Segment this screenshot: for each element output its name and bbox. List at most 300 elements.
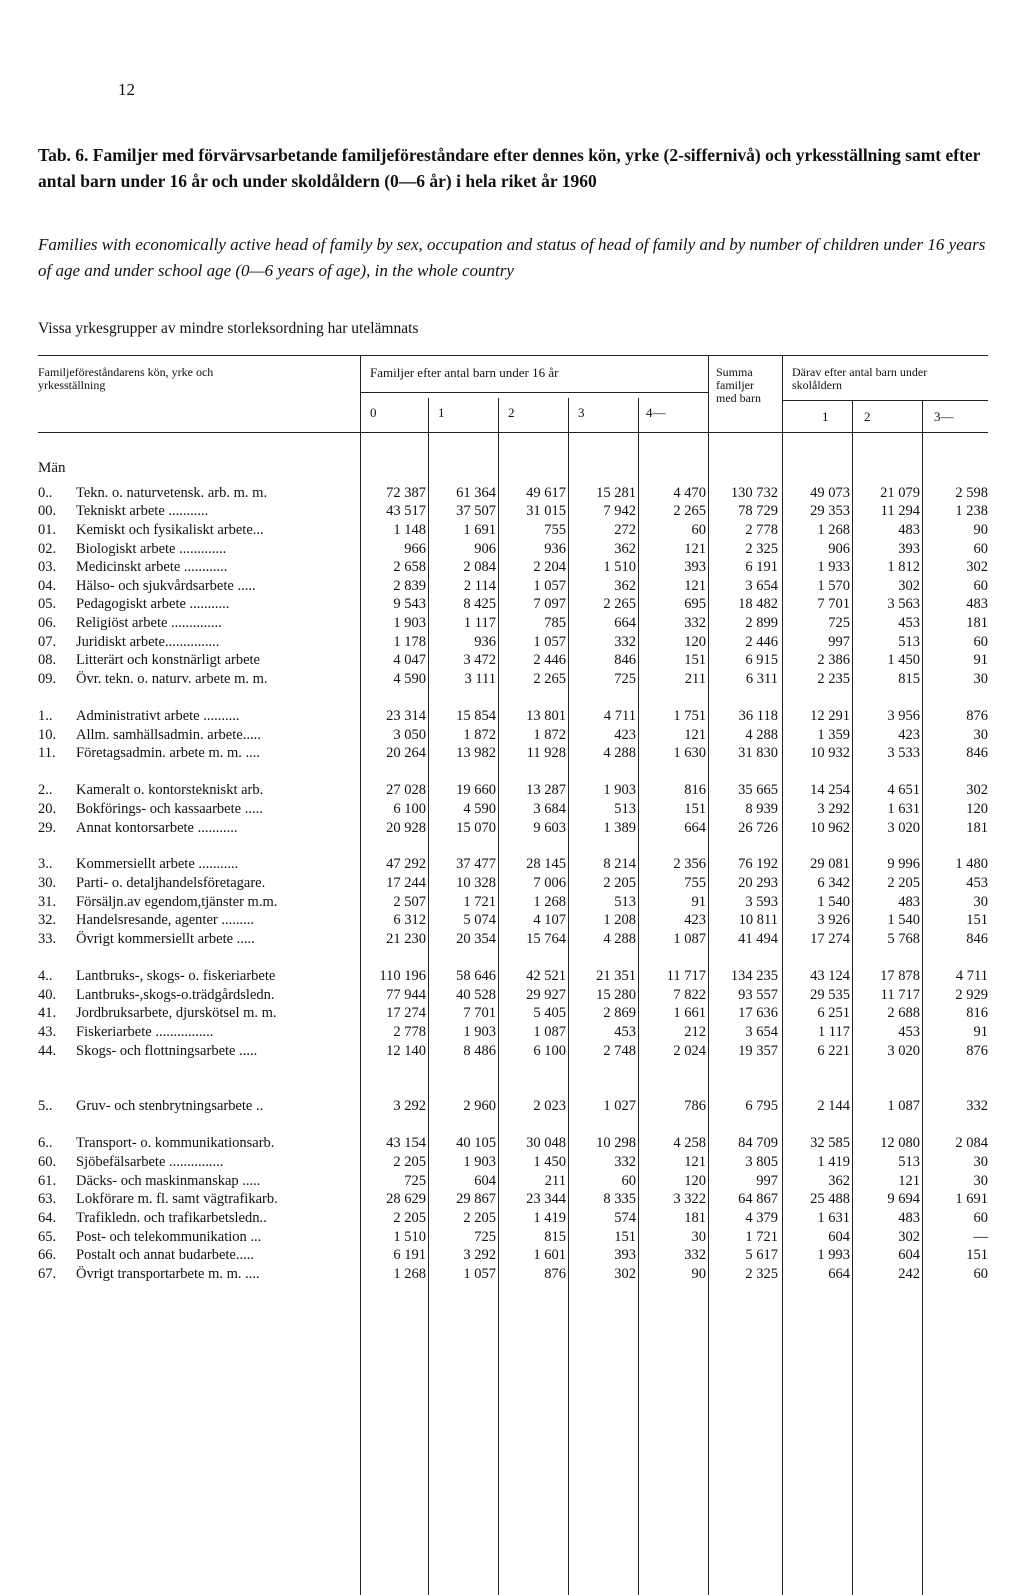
row-value: 936 [544,541,566,557]
row-value: 4 711 [955,968,988,984]
row-code: 20. [38,801,57,817]
row-value: 362 [614,541,636,557]
header-sa-col-2: 2 [864,409,871,424]
row-code: 03. [38,559,57,575]
row-label: Annat kontorsarbete ........... [76,820,238,836]
header-sa-col-1: 1 [822,409,829,424]
row-value: 6 312 [393,912,426,928]
row-code: 01. [38,522,57,538]
row-label: Handelsresande, agenter ......... [76,912,254,928]
row-label: Administrativt arbete .......... [76,708,240,724]
header-group-school-age: Därav efter antal barn under skolåldern [792,365,928,392]
row-value: 30 048 [526,1135,566,1151]
row-value: 7 701 [817,596,850,612]
row-value: 30 [973,671,988,687]
row-label: Biologiskt arbete ............. [76,541,227,557]
table-row [0,578,1024,597]
row-value: 725 [828,615,850,631]
row-code: 29. [38,820,57,836]
table-row [0,652,1024,671]
row-value: 3 292 [817,801,850,817]
row-value: 1 570 [817,578,850,594]
row-value: 134 235 [730,968,778,984]
row-value: 1 721 [463,894,496,910]
row-value: 453 [614,1024,636,1040]
row-label: Bokförings- och kassaarbete ..... [76,801,263,817]
row-value: 1 661 [673,1005,706,1021]
row-value: 483 [898,894,920,910]
row-value: 1 540 [887,912,920,928]
row-value: 2 899 [745,615,778,631]
row-value: 77 944 [386,987,426,1003]
row-value: 43 517 [386,503,426,519]
row-code: 43. [38,1024,57,1040]
row-code: 5.. [38,1098,53,1114]
header-col-4plus: 4— [646,405,666,420]
row-value: 302 [898,578,920,594]
row-value: 31 015 [526,503,566,519]
row-value: 2 024 [673,1043,706,1059]
row-value: 3 020 [887,820,920,836]
row-value: 1 631 [817,1210,850,1226]
row-value: 3 111 [464,671,496,687]
row-value: 906 [828,541,850,557]
row-value: 2 205 [393,1210,426,1226]
row-value: 211 [544,1173,566,1189]
row-value: 7 006 [533,875,566,891]
row-value: 816 [684,782,706,798]
row-value: 9 996 [887,856,920,872]
row-value: 9 543 [393,596,426,612]
row-value: 15 854 [456,708,496,724]
page-number: 12 [118,80,135,99]
row-value: 846 [614,652,636,668]
table-row [0,820,1024,839]
row-value: 4 107 [533,912,566,928]
row-value: 19 660 [456,782,496,798]
row-value: 151 [614,1229,636,1245]
header-group-rule [360,392,708,393]
table-row [0,1173,1024,1192]
row-label: Fiskeriarbete ................ [76,1024,214,1040]
row-code: 2.. [38,782,53,798]
row-value: 1 510 [393,1229,426,1245]
table-row [0,727,1024,746]
row-code: 1.. [38,708,53,724]
table-row [0,745,1024,764]
table-title: Tab. 6. Familjer med förvärvsarbetande familjeföreståndare efter dennes kön, yrke (2-siffernivå) och yrkesställning samt efter antal barn under 16 år och under skoldåldern (0—6 år) i hela riket år 1960 [38,145,981,191]
row-value: 2 265 [603,596,636,612]
row-value: 60 [973,1266,988,1282]
header-bottom-rule [38,432,988,433]
row-label: Pedagogiskt arbete ........... [76,596,230,612]
row-value: 29 081 [810,856,850,872]
row-value: 786 [684,1098,706,1114]
row-label: Juridiskt arbete............... [76,634,220,650]
row-value: 12 080 [880,1135,920,1151]
row-value: 4 047 [393,652,426,668]
row-code: 07. [38,634,57,650]
row-value: 13 801 [526,708,566,724]
row-value: 15 280 [596,987,636,1003]
row-value: 60 [691,522,706,538]
row-value: 12 291 [810,708,850,724]
row-value: 1 057 [533,634,566,650]
row-value: 2 446 [533,652,566,668]
row-value: 1 087 [887,1098,920,1114]
row-value: 966 [404,541,426,557]
row-label: Post- och telekommunikation ... [76,1229,262,1245]
row-value: 212 [684,1024,706,1040]
row-value: 6 342 [817,875,850,891]
row-value: 8 214 [603,856,636,872]
row-label: Tekn. o. naturvetensk. arb. m. m. [76,485,268,501]
row-value: 29 535 [810,987,850,1003]
row-value: 513 [898,1154,920,1170]
row-value: 2 446 [745,634,778,650]
table-row [0,1005,1024,1024]
row-value: 755 [684,875,706,891]
row-code: 66. [38,1247,57,1263]
row-value: 20 293 [738,875,778,891]
row-value: 7 942 [603,503,636,519]
row-value: 4 590 [393,671,426,687]
row-value: 5 405 [533,1005,566,1021]
row-value: 1 872 [463,727,496,743]
row-value: 2 778 [393,1024,426,1040]
row-value: 17 244 [386,875,426,891]
row-code: 4.. [38,968,53,984]
row-value: 664 [614,615,636,631]
row-code: 05. [38,596,57,612]
row-value: 876 [966,1043,988,1059]
row-value: 513 [614,894,636,910]
header-sa-col-3plus: 3— [934,409,954,424]
row-value: 13 287 [526,782,566,798]
row-value: 31 830 [738,745,778,761]
row-value: 906 [474,541,496,557]
row-value: 2 658 [393,559,426,575]
row-value: 2 325 [745,541,778,557]
row-value: 1 450 [887,652,920,668]
row-value: 121 [684,578,706,594]
row-value: 3 533 [887,745,920,761]
row-value: 1 721 [745,1229,778,1245]
row-value: 3 593 [745,894,778,910]
row-value: 2 084 [463,559,496,575]
row-value: 1 993 [817,1247,850,1263]
table-row [0,875,1024,894]
header-stub: Familjeföreståndarens kön, yrke och yrkesställning [38,365,214,392]
row-value: 2 356 [673,856,706,872]
row-value: 725 [614,671,636,687]
row-code: 32. [38,912,57,928]
row-value: 58 646 [456,968,496,984]
row-code: 33. [38,931,57,947]
row-value: 21 351 [596,968,636,984]
row-value: 876 [544,1266,566,1282]
row-value: 3 956 [887,708,920,724]
row-value: 15 764 [526,931,566,947]
row-value: 30 [973,1173,988,1189]
row-value: 11 928 [526,745,566,761]
row-value: 2 114 [463,578,496,594]
row-value: 1 872 [533,727,566,743]
row-value: 1 751 [673,708,706,724]
row-value: 332 [614,1154,636,1170]
row-code: 00. [38,503,57,519]
table-row [0,485,1024,504]
row-code: 02. [38,541,57,557]
row-value: 3 322 [673,1191,706,1207]
row-code: 40. [38,987,57,1003]
row-value: 1 510 [603,559,636,575]
row-code: 3.. [38,856,53,872]
row-value: 4 288 [745,727,778,743]
row-value: 2 960 [463,1098,496,1114]
row-value: 93 557 [738,987,778,1003]
row-code: 63. [38,1191,57,1207]
row-value: 91 [973,652,988,668]
row-label: Kameralt o. kontorstekniskt arb. [76,782,264,798]
table-row [0,671,1024,690]
row-code: 31. [38,894,57,910]
row-label: Allm. samhällsadmin. arbete..... [76,727,261,743]
row-value: 604 [898,1247,920,1263]
row-value: 513 [614,801,636,817]
row-value: 3 926 [817,912,850,928]
row-label: Kemiskt och fysikaliskt arbete... [76,522,264,538]
row-value: 1 903 [463,1154,496,1170]
row-value: 664 [684,820,706,836]
row-value: 302 [898,1229,920,1245]
row-value: 453 [898,615,920,631]
table-row [0,1210,1024,1229]
row-code: 67. [38,1266,57,1282]
row-value: 1 087 [673,931,706,947]
row-label: Litterärt och konstnärligt arbete [76,652,260,668]
row-value: 13 982 [456,745,496,761]
row-label: Tekniskt arbete ........... [76,503,209,519]
row-value: 2 205 [463,1210,496,1226]
row-value: 1 057 [463,1266,496,1282]
row-value: 302 [966,782,988,798]
row-value: — [973,1229,988,1245]
row-value: 1 812 [887,559,920,575]
row-value: 483 [966,596,988,612]
row-value: 2 265 [673,503,706,519]
row-value: 3 805 [745,1154,778,1170]
table-row [0,559,1024,578]
row-value: 302 [614,1266,636,1282]
row-value: 1 027 [603,1098,636,1114]
table-row [0,968,1024,987]
row-value: 1 268 [533,894,566,910]
row-value: 6 795 [745,1098,778,1114]
row-value: 151 [684,801,706,817]
row-value: 3 292 [463,1247,496,1263]
row-value: 36 118 [738,708,778,724]
row-value: 120 [684,634,706,650]
row-value: 9 603 [533,820,566,836]
row-value: 5 617 [745,1247,778,1263]
row-value: 37 507 [456,503,496,519]
row-value: 30 [691,1229,706,1245]
row-code: 44. [38,1043,57,1059]
row-value: 2 205 [887,875,920,891]
row-value: 1 601 [533,1247,566,1263]
row-value: 2 235 [817,671,850,687]
row-value: 6 915 [745,652,778,668]
row-value: 10 298 [596,1135,636,1151]
row-value: 2 205 [603,875,636,891]
row-value: 25 488 [810,1191,850,1207]
row-label: Jordbruksarbete, djurskötsel m. m. [76,1005,277,1021]
row-value: 181 [966,820,988,836]
row-value: 4 590 [463,801,496,817]
row-value: 42 521 [526,968,566,984]
row-value: 3 654 [745,578,778,594]
row-value: 1 178 [393,634,426,650]
row-label: Övrigt transportarbete m. m. .... [76,1266,260,1282]
row-value: 37 477 [456,856,496,872]
row-value: 91 [691,894,706,910]
row-value: 43 154 [386,1135,426,1151]
row-value: 9 694 [887,1191,920,1207]
row-value: 1 087 [533,1024,566,1040]
row-label: Företagsadmin. arbete m. m. .... [76,745,261,761]
row-value: 332 [614,634,636,650]
row-value: 604 [474,1173,496,1189]
row-value: 664 [828,1266,850,1282]
row-value: 2 023 [533,1098,566,1114]
row-value: 3 020 [887,1043,920,1059]
row-value: 120 [684,1173,706,1189]
row-label: Postalt och annat budarbete..... [76,1247,254,1263]
row-value: 815 [544,1229,566,1245]
row-value: 1 903 [603,782,636,798]
row-value: 3 472 [463,652,496,668]
table-row [0,596,1024,615]
row-code: 04. [38,578,57,594]
row-value: 29 867 [456,1191,496,1207]
row-label: Däcks- och maskinmanskap ..... [76,1173,261,1189]
row-value: 1 057 [533,578,566,594]
row-value: 28 629 [386,1191,426,1207]
row-value: 17 274 [386,1005,426,1021]
row-value: 3 654 [745,1024,778,1040]
row-value: 513 [898,634,920,650]
row-value: 695 [684,596,706,612]
row-value: 362 [614,578,636,594]
row-value: 23 314 [386,708,426,724]
row-value: 1 691 [463,522,496,538]
row-value: 2 929 [955,987,988,1003]
row-code: 06. [38,615,57,631]
row-value: 84 709 [738,1135,778,1151]
table-row [0,856,1024,875]
row-value: 60 [621,1173,636,1189]
row-code: 0.. [38,485,53,501]
row-value: 18 482 [738,596,778,612]
row-value: 10 811 [738,912,778,928]
row-value: 3 563 [887,596,920,612]
row-value: 11 717 [666,968,706,984]
row-value: 5 768 [887,931,920,947]
row-value: 362 [828,1173,850,1189]
row-code: 10. [38,727,57,743]
row-value: 121 [684,541,706,557]
row-value: 1 933 [817,559,850,575]
row-value: 997 [828,634,850,650]
row-value: 3 684 [533,801,566,817]
row-code: 11. [38,745,56,761]
row-value: 21 079 [880,485,920,501]
row-code: 65. [38,1229,57,1245]
row-value: 1 238 [955,503,988,519]
row-value: 29 927 [526,987,566,1003]
row-value: 15 281 [596,485,636,501]
table-row [0,541,1024,560]
row-value: 17 636 [738,1005,778,1021]
row-value: 60 [973,541,988,557]
row-value: 846 [966,931,988,947]
row-value: 23 344 [526,1191,566,1207]
row-value: 4 288 [603,745,636,761]
row-value: 2 688 [887,1005,920,1021]
table-row [0,1135,1024,1154]
header-col-0: 0 [370,405,377,420]
table-row [0,1154,1024,1173]
row-value: 2 507 [393,894,426,910]
row-value: 41 494 [738,931,778,947]
row-value: 43 124 [810,968,850,984]
row-value: 19 357 [738,1043,778,1059]
table-row [0,894,1024,913]
row-value: 27 028 [386,782,426,798]
row-value: 332 [684,615,706,631]
row-value: 35 665 [738,782,778,798]
row-value: 725 [474,1229,496,1245]
row-label: Trafikledn. och trafikarbetsledn.. [76,1210,267,1226]
row-value: 1 268 [817,522,850,538]
table-row [0,615,1024,634]
row-code: 6.. [38,1135,53,1151]
row-value: 1 903 [463,1024,496,1040]
row-value: 785 [544,615,566,631]
row-label: Lantbruks-, skogs- o. fiskeriarbete [76,968,276,984]
table-row [0,1266,1024,1285]
row-value: 2 778 [745,522,778,538]
row-value: 60 [973,578,988,594]
row-value: 90 [973,522,988,538]
row-value: 60 [973,634,988,650]
row-value: 7 701 [463,1005,496,1021]
row-value: 121 [898,1173,920,1189]
row-value: 72 387 [386,485,426,501]
row-value: 8 425 [463,596,496,612]
row-value: 40 105 [456,1135,496,1151]
row-value: 130 732 [730,485,778,501]
row-value: 40 528 [456,987,496,1003]
row-value: 3 050 [393,727,426,743]
table-row [0,522,1024,541]
row-label: Lokförare m. fl. samt vägtrafikarb. [76,1191,278,1207]
row-value: 20 264 [386,745,426,761]
row-value: 12 140 [386,1043,426,1059]
row-value: 846 [966,745,988,761]
row-label: Hälso- och sjukvårdsarbete ..... [76,578,256,594]
